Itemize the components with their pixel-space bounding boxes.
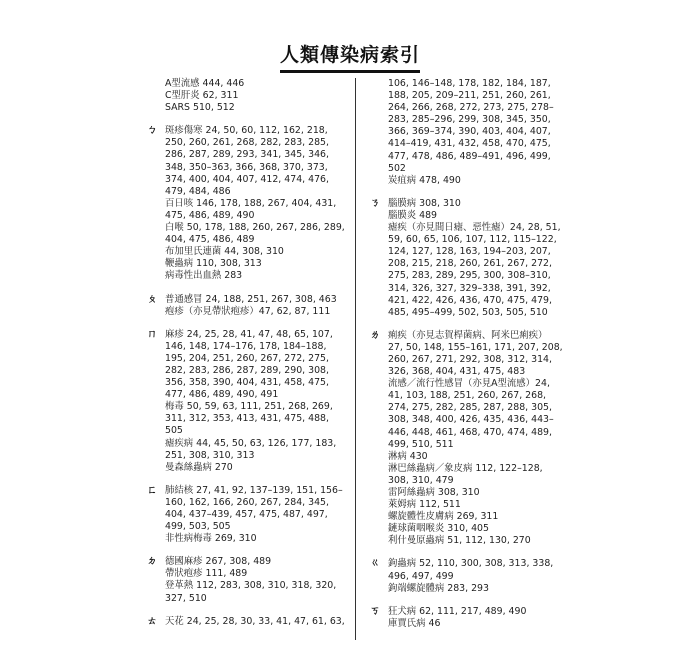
entry-line: 106, 146–148, 178, 182, 184, 187, bbox=[388, 78, 551, 89]
entry-line: 485, 495–499, 502, 503, 505, 510 bbox=[388, 306, 548, 318]
entry-line: A型流感 444, 446 bbox=[165, 78, 245, 89]
entry-line: 260, 267, 271, 292, 308, 312, 314, bbox=[388, 353, 552, 365]
entry-line: 百日咳 146, 178, 188, 267, 404, 431, bbox=[165, 197, 337, 209]
section-symbol: ㄊ bbox=[147, 615, 157, 627]
entry-line: 404, 475, 486, 489 bbox=[165, 234, 255, 246]
entry-line: 308, 310, 479 bbox=[388, 474, 454, 486]
entry-line: 疱疹（亦見帶狀疱疹）47, 62, 87, 111 bbox=[165, 305, 331, 317]
entry-line: 帶狀疱疹 111, 489 bbox=[165, 568, 248, 580]
entry-line: 萊姆病 112, 511 bbox=[388, 499, 461, 511]
index-entry bbox=[388, 222, 570, 319]
entry-line: 326, 368, 404, 431, 475, 483 bbox=[388, 366, 526, 378]
entry-line: 鏈球菌咽喉炎 310, 405 bbox=[388, 523, 489, 535]
index-entry bbox=[165, 401, 352, 437]
index-section bbox=[147, 329, 352, 474]
section-symbol: ㄈ bbox=[147, 484, 157, 496]
section-symbol: ㄉ bbox=[147, 556, 157, 568]
entry-line: 斑疹傷寒 24, 50, 60, 112, 162, 218, bbox=[165, 125, 328, 137]
index-section bbox=[370, 198, 570, 319]
section-symbol: ㄅ bbox=[147, 125, 157, 137]
index-section bbox=[370, 330, 570, 548]
section-symbol: ㄋ bbox=[370, 197, 380, 209]
entry-line: 腦膜炎 489 bbox=[388, 209, 437, 221]
entry-line: 264, 266, 268, 272, 273, 275, 278– bbox=[388, 102, 554, 114]
entry-line: 庫賈氏病 46 bbox=[388, 617, 441, 629]
section-symbol: ㄍ bbox=[370, 558, 380, 570]
index-entry bbox=[388, 558, 570, 582]
entry-line: 477, 478, 486, 489–491, 496, 499, bbox=[388, 150, 551, 162]
entry-line: 499, 503, 505 bbox=[165, 521, 231, 533]
title-wrap bbox=[0, 40, 700, 73]
index-section bbox=[370, 558, 570, 594]
entry-line: 499, 510, 511 bbox=[388, 438, 454, 450]
index-section bbox=[370, 606, 570, 630]
entry-line: 274, 275, 282, 285, 287, 288, 305, bbox=[388, 402, 552, 414]
entry-line: 流感／流行性感冒（亦見A型流感）24, bbox=[388, 378, 550, 390]
entry-line: 鞭蟲病 110, 308, 313 bbox=[165, 258, 262, 270]
entry-line: 188, 205, 209–211, 251, 260, 261, bbox=[388, 90, 551, 102]
entry-line: 炭疽病 478, 490 bbox=[388, 174, 461, 186]
entry-line: 283, 285–296, 299, 308, 345, 350, bbox=[388, 114, 551, 126]
entry-line: 314, 326, 327, 329–338, 391, 392, bbox=[388, 282, 551, 294]
column-divider bbox=[355, 78, 356, 640]
index-entry bbox=[165, 616, 352, 628]
index-entry bbox=[165, 462, 352, 474]
entry-line: 普通感冒 24, 188, 251, 267, 308, 463 bbox=[165, 293, 337, 305]
entry-line: 505 bbox=[165, 425, 183, 437]
entry-line: 淋巴絲蟲病／象皮病 112, 122–128, bbox=[388, 462, 543, 474]
entry-line: 414–419, 431, 432, 458, 470, 475, bbox=[388, 138, 551, 150]
entry-line: 登革熱 112, 283, 308, 310, 318, 320, bbox=[165, 580, 337, 592]
entry-line: 160, 162, 166, 260, 267, 284, 345, bbox=[165, 496, 329, 508]
index-entry bbox=[165, 78, 352, 90]
entry-line: 肺結核 27, 41, 92, 137–139, 151, 156– bbox=[165, 484, 343, 496]
entry-line: 477, 486, 489, 490, 491 bbox=[165, 389, 279, 401]
entry-line: 雷阿絲蟲病 308, 310 bbox=[388, 487, 480, 498]
entry-line: 446, 448, 461, 468, 470, 474, 489, bbox=[388, 426, 552, 438]
index-entry bbox=[165, 485, 352, 533]
index-entry bbox=[165, 270, 352, 282]
index-section bbox=[147, 125, 352, 282]
index-entry bbox=[165, 222, 352, 246]
entry-line: 狂犬病 62, 111, 217, 489, 490 bbox=[388, 605, 527, 617]
index-section bbox=[147, 294, 352, 318]
entry-line: 鉤蟲病 52, 110, 300, 308, 313, 338, bbox=[388, 558, 554, 570]
entry-line: 淋病 430 bbox=[388, 450, 428, 462]
index-entry bbox=[165, 294, 352, 306]
index-entry bbox=[388, 78, 570, 175]
left-column bbox=[147, 78, 352, 639]
entry-line: 鉤端螺旋體病 283, 293 bbox=[388, 582, 489, 594]
index-entry bbox=[165, 568, 352, 580]
index-section bbox=[147, 616, 352, 628]
index-entry bbox=[388, 451, 570, 463]
index-entry bbox=[388, 606, 570, 618]
index-entry bbox=[165, 102, 352, 114]
entry-line: 366, 369–374, 390, 403, 404, 407, bbox=[388, 126, 551, 138]
entry-line: 非性病梅毒 269, 310 bbox=[165, 533, 257, 545]
entry-line: 天花 24, 25, 28, 30, 33, 41, 47, 61, 63, bbox=[165, 615, 345, 627]
index-entry bbox=[388, 463, 570, 487]
entry-line: 404, 437–439, 457, 475, 487, 497, bbox=[165, 509, 328, 520]
index-entry bbox=[388, 511, 570, 523]
index-entry bbox=[165, 198, 352, 222]
entry-line: 311, 312, 353, 413, 431, 475, 488, bbox=[165, 413, 329, 425]
index-entry bbox=[388, 583, 570, 595]
right-column bbox=[370, 78, 570, 641]
entry-line: 螺旋體性皮膚病 269, 311 bbox=[388, 511, 499, 523]
index-entry bbox=[165, 125, 352, 198]
section-symbol: ㄌ bbox=[370, 329, 380, 341]
entry-line: C型肝炎 62, 311 bbox=[165, 90, 239, 102]
entry-line: 瘧疾病 44, 45, 50, 63, 126, 177, 183, bbox=[165, 437, 337, 449]
index-section bbox=[147, 556, 352, 604]
entry-line: 瘧疾（亦見間日瘧、惡性瘧）24, 28, 51, bbox=[388, 222, 561, 234]
entry-line: 275, 283, 289, 295, 300, 308–310, bbox=[388, 270, 551, 282]
entry-line: 208, 215, 218, 260, 261, 267, 272, bbox=[388, 258, 552, 270]
index-section bbox=[147, 485, 352, 545]
entry-line: 59, 60, 65, 106, 107, 112, 115–122, bbox=[388, 234, 557, 246]
index-entry bbox=[165, 556, 352, 568]
entry-line: 利什曼原蟲病 51, 112, 130, 270 bbox=[388, 535, 531, 547]
index-section bbox=[147, 78, 352, 114]
index-entry bbox=[165, 306, 352, 318]
index-entry bbox=[388, 523, 570, 535]
entry-line: 27, 50, 148, 155–161, 171, 207, 208, bbox=[388, 341, 563, 353]
entry-line: 496, 497, 499 bbox=[388, 570, 454, 582]
entry-line: 479, 484, 486 bbox=[165, 185, 231, 197]
section-symbol: ㄇ bbox=[147, 328, 157, 340]
entry-line: 白喉 50, 178, 188, 260, 267, 286, 289, bbox=[165, 222, 345, 234]
entry-line: 282, 283, 286, 287, 289, 290, 308, bbox=[165, 364, 329, 376]
entry-line: 德國麻疹 267, 308, 489 bbox=[165, 556, 272, 568]
entry-line: 布加里氏連菌 44, 308, 310 bbox=[165, 246, 284, 258]
index-entry bbox=[388, 378, 570, 451]
entry-line: 327, 510 bbox=[165, 592, 207, 604]
index-entry bbox=[388, 330, 570, 378]
index-entry bbox=[165, 438, 352, 462]
index-entry bbox=[388, 499, 570, 511]
entry-line: 251, 308, 310, 313 bbox=[165, 449, 255, 461]
entry-line: 250, 260, 261, 268, 282, 283, 285, bbox=[165, 137, 329, 149]
index-entry bbox=[165, 90, 352, 102]
entry-line: 475, 486, 489, 490 bbox=[165, 209, 255, 221]
entry-line: SARS 510, 512 bbox=[165, 102, 235, 114]
index-entry bbox=[165, 329, 352, 402]
entry-line: 502 bbox=[388, 162, 406, 174]
entry-line: 195, 204, 251, 260, 267, 272, 275, bbox=[165, 352, 329, 364]
entry-line: 286, 287, 289, 293, 341, 345, 346, bbox=[165, 149, 329, 161]
entry-line: 梅毒 50, 59, 63, 111, 251, 268, 269, bbox=[165, 401, 333, 413]
index-entry bbox=[165, 533, 352, 545]
index-entry bbox=[165, 258, 352, 270]
entry-line: 曼森絲蟲病 270 bbox=[165, 461, 233, 473]
entry-line: 348, 350–363, 366, 368, 370, 373, bbox=[165, 161, 328, 173]
entry-line: 41, 103, 188, 251, 260, 267, 268, bbox=[388, 390, 547, 402]
index-entry bbox=[165, 580, 352, 604]
entry-line: 痢疾（亦見志賀桿菌病、阿米巴痢疾） bbox=[388, 329, 548, 341]
index-entry bbox=[388, 210, 570, 222]
index-entry bbox=[388, 618, 570, 630]
index-entry bbox=[388, 175, 570, 187]
entry-line: 124, 127, 128, 163, 194–203, 207, bbox=[388, 246, 551, 258]
index-section bbox=[370, 78, 570, 187]
index-entry bbox=[388, 198, 570, 210]
entry-line: 麻疹 24, 25, 28, 41, 47, 48, 65, 107, bbox=[165, 328, 333, 340]
entry-line: 421, 422, 426, 436, 470, 475, 479, bbox=[388, 294, 552, 306]
entry-line: 腦膜病 308, 310 bbox=[388, 197, 461, 209]
index-entry bbox=[165, 246, 352, 258]
section-symbol: ㄎ bbox=[370, 605, 380, 617]
entry-line: 146, 148, 174–176, 178, 184–188, bbox=[165, 340, 327, 352]
entry-line: 308, 348, 400, 426, 435, 436, 443– bbox=[388, 414, 554, 426]
entry-line: 356, 358, 390, 404, 431, 458, 475, bbox=[165, 377, 329, 389]
entry-line: 374, 400, 404, 407, 412, 474, 476, bbox=[165, 173, 329, 185]
section-symbol: ㄆ bbox=[147, 293, 157, 305]
page-title: 人類傳染病索引 bbox=[280, 40, 420, 73]
index-entry bbox=[388, 487, 570, 499]
index-entry bbox=[388, 535, 570, 547]
entry-line: 病毒性出血熱 283 bbox=[165, 270, 243, 282]
